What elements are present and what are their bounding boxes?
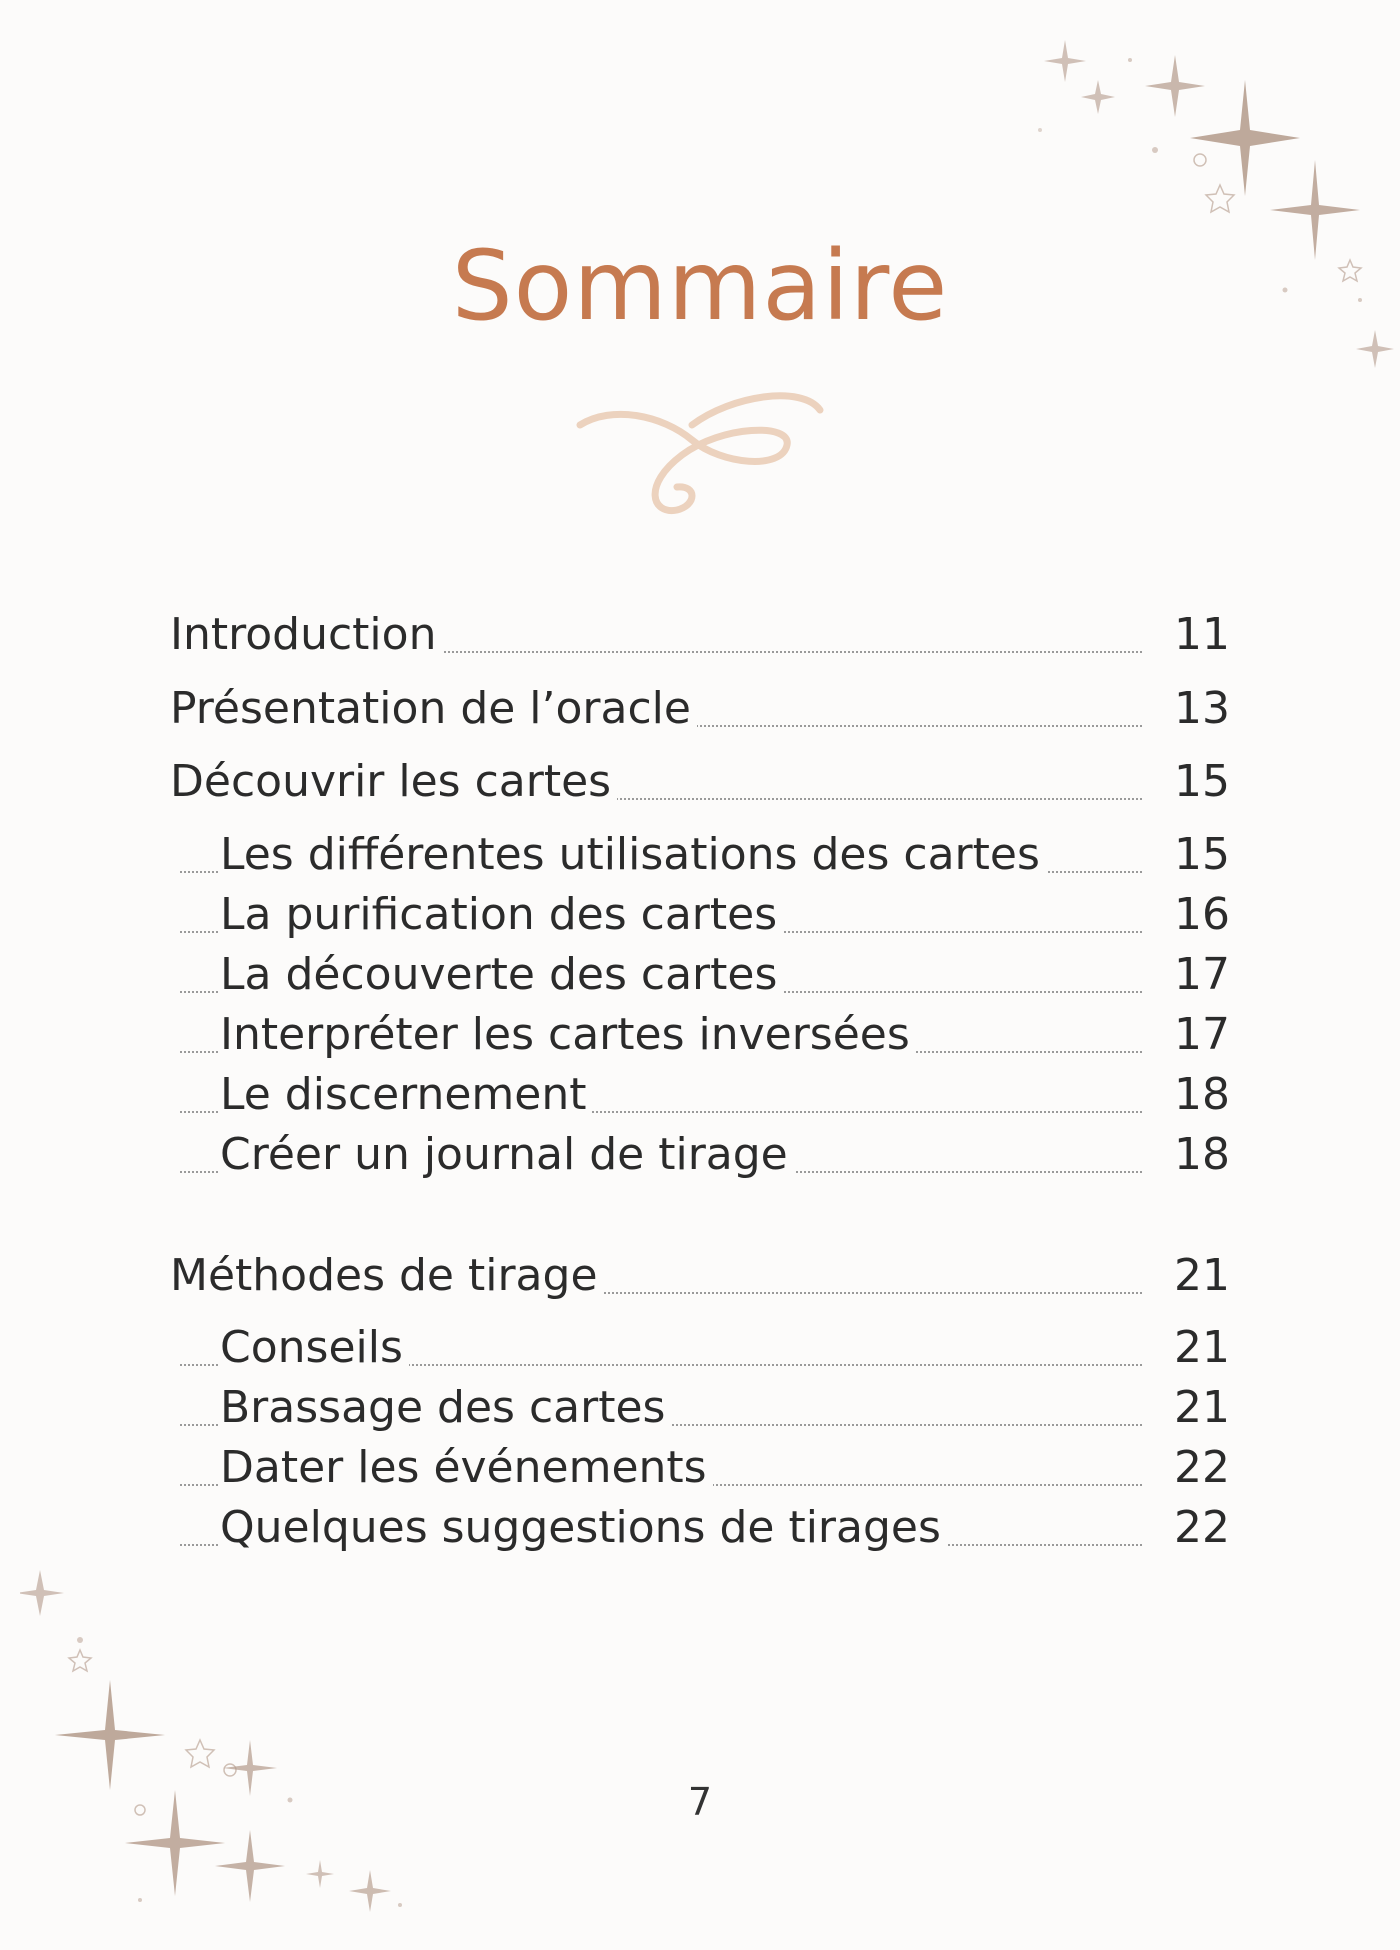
toc-subentry[interactable] — [170, 1498, 1230, 1558]
toc-entry-page: 21 — [1174, 1382, 1230, 1433]
toc-entry-label: Introduction — [170, 605, 442, 665]
toc-entry[interactable] — [170, 679, 1230, 739]
toc-entry-page: 18 — [1174, 1129, 1230, 1180]
toc-entry-page: 16 — [1174, 889, 1230, 940]
toc-entry-page: 15 — [1174, 756, 1230, 807]
stars-decoration-bottom-left — [20, 1570, 440, 1950]
toc-entry-page: 17 — [1174, 949, 1230, 1000]
toc-entry-page: 21 — [1174, 1322, 1230, 1373]
toc-entry-label: Dater les événements — [220, 1438, 713, 1498]
toc-subentry[interactable] — [170, 1125, 1230, 1185]
flourish-ornament — [572, 385, 832, 525]
toc-subentry[interactable] — [170, 1318, 1230, 1378]
toc-entry-label: Le discernement — [220, 1065, 592, 1125]
toc-subentry[interactable] — [170, 1438, 1230, 1498]
page-number: 7 — [687, 1780, 713, 1824]
toc-entry-page: 22 — [1174, 1502, 1230, 1553]
toc-entry-page: 15 — [1174, 829, 1230, 880]
toc-entry-label: Les différentes utilisations des cartes — [220, 825, 1046, 885]
toc-subentry[interactable] — [170, 885, 1230, 945]
toc-entry-label: Découvrir les cartes — [170, 752, 617, 812]
toc-subentry[interactable] — [170, 1065, 1230, 1125]
toc-entry-page: 21 — [1174, 1250, 1230, 1301]
toc-subentry[interactable] — [170, 945, 1230, 1005]
toc-subentry[interactable] — [170, 1378, 1230, 1438]
toc-entry-label: Présentation de l’oracle — [170, 679, 697, 739]
toc-entry-label: Quelques suggestions de tirages — [220, 1498, 947, 1558]
toc-entry[interactable] — [170, 1246, 1230, 1306]
toc-entry-label: Conseils — [220, 1318, 409, 1378]
toc-entry-page: 18 — [1174, 1069, 1230, 1120]
page-title: Sommaire — [451, 230, 949, 342]
toc-entry-label: Interpréter les cartes inversées — [220, 1005, 916, 1065]
toc-entry[interactable] — [170, 752, 1230, 812]
toc-subentry[interactable] — [170, 1005, 1230, 1065]
toc-entry-page: 22 — [1174, 1442, 1230, 1493]
toc-entry-label: Méthodes de tirage — [170, 1246, 604, 1306]
toc-entry-page: 13 — [1174, 683, 1230, 734]
toc-entry-label: Créer un journal de tirage — [220, 1125, 794, 1185]
toc-entry-page: 17 — [1174, 1009, 1230, 1060]
toc-entry-label: La purification des cartes — [220, 885, 783, 945]
toc-entry-page: 11 — [1174, 609, 1230, 660]
toc-subentry[interactable] — [170, 825, 1230, 885]
toc-entry[interactable] — [170, 605, 1230, 665]
toc-entry-label: Brassage des cartes — [220, 1378, 671, 1438]
toc-entry-label: La découverte des cartes — [220, 945, 783, 1005]
